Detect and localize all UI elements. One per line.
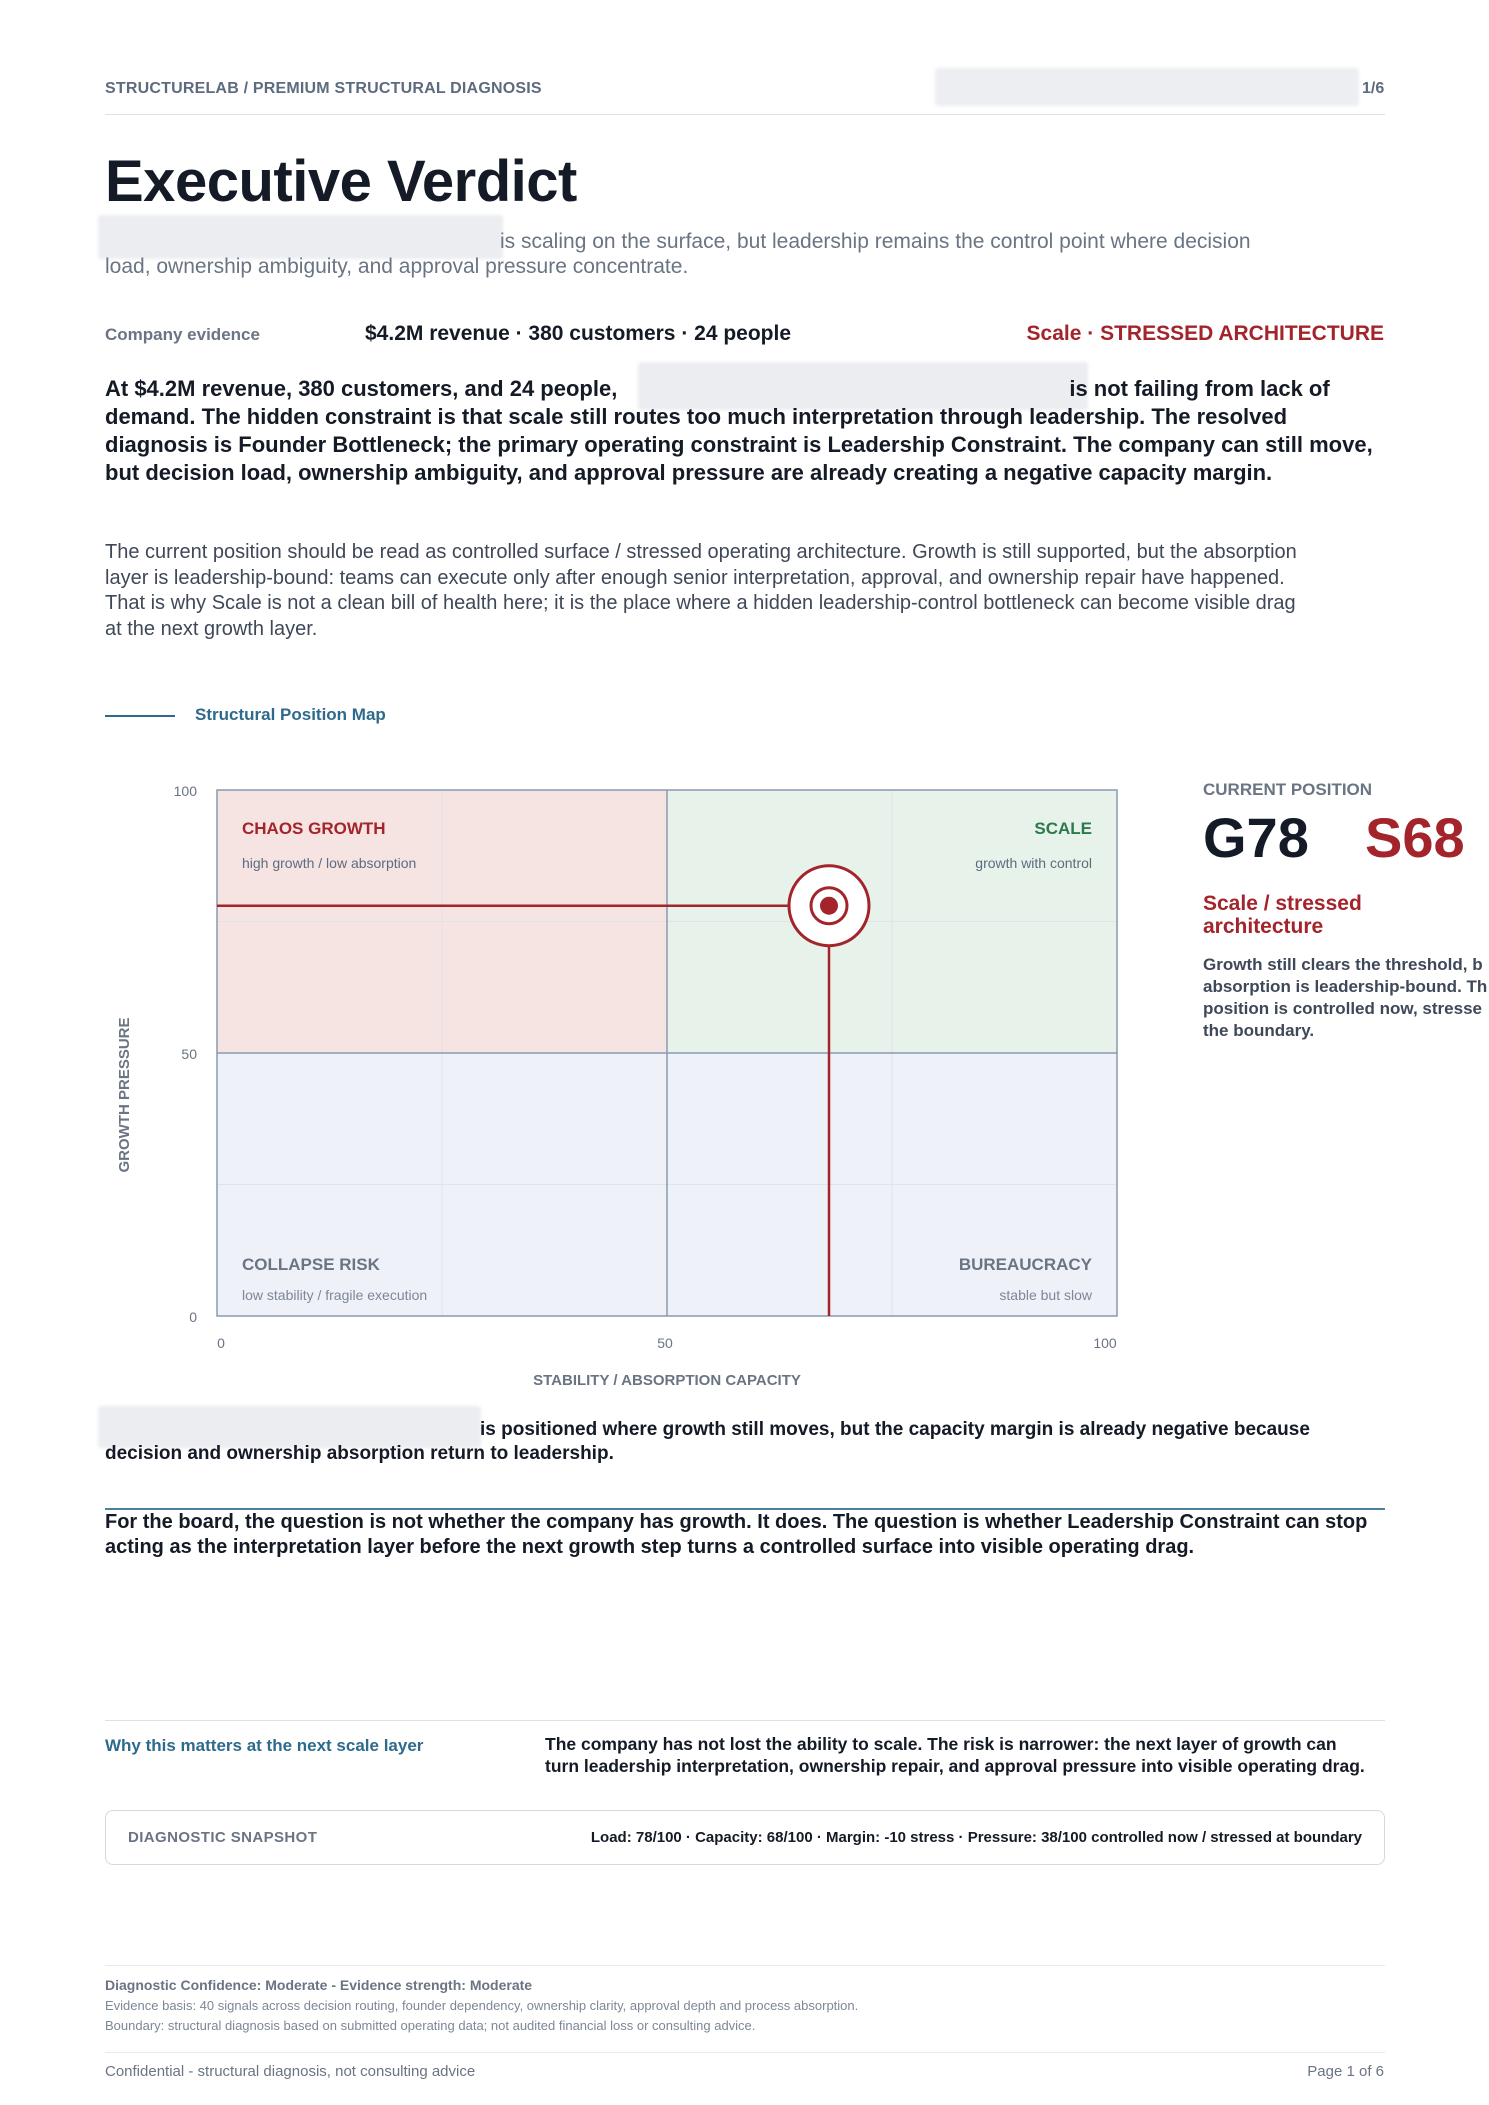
position-description-line: absorption is leadership-bound. Th bbox=[1203, 977, 1488, 996]
subtitle-text: is scaling on the surface, but leadership remains the control point where decision load, ownership ambiguity, and approval pressure concentrate. bbox=[105, 230, 1251, 278]
quadrant-label-scale: SCALE bbox=[1034, 819, 1092, 838]
position-marker-dot bbox=[820, 897, 838, 915]
quadrant-sublabel-scale: growth with control bbox=[975, 855, 1092, 871]
section-title: Structural Position Map bbox=[195, 705, 386, 724]
position-note bbox=[105, 1418, 1385, 1466]
redacted-company-name bbox=[935, 68, 1359, 106]
evidence-label: Company evidence bbox=[105, 325, 260, 344]
evidence-value: $4.2M revenue · 380 customers · 24 people bbox=[365, 322, 792, 345]
x-tick-label: 0 bbox=[217, 1335, 225, 1351]
position-description-line: Growth still clears the threshold, b bbox=[1203, 955, 1483, 974]
header-divider bbox=[105, 114, 1385, 115]
quadrant-label-chaos-growth: CHAOS GROWTH bbox=[242, 819, 386, 838]
section-accent-rule bbox=[105, 715, 175, 717]
scale-status: Scale · STRESSED ARCHITECTURE bbox=[1026, 322, 1384, 345]
position-description-line: the boundary. bbox=[1203, 1021, 1315, 1040]
diagnostic-snapshot bbox=[105, 1810, 1385, 1865]
footer-confidential: Confidential - structural diagnosis, not consulting advice bbox=[105, 2063, 476, 2080]
y-tick-label: 50 bbox=[181, 1046, 197, 1062]
snapshot-label: DIAGNOSTIC SNAPSHOT bbox=[128, 1829, 318, 1846]
y-tick-label: 100 bbox=[173, 783, 197, 799]
x-tick-label: 100 bbox=[1093, 1335, 1117, 1351]
why-label: Why this matters at the next scale layer bbox=[105, 1736, 424, 1755]
diagnosis-boundary: Boundary: structural diagnosis based on submitted operating data; not audited financial loss or consulting advice. bbox=[105, 2018, 756, 2033]
body-paragraph: The current position should be read as controlled surface / stressed operating architecture. Growth is still supported, but the absorption layer is leadership-bound: teams can execute only after enough senior interpretation, approval, and ownership repair have happened. That is why Scale is not a clean bill of health here; it is the place where a hidden leadership-control bottleneck can become visible drag at the next growth layer. bbox=[105, 541, 1297, 640]
confidence-divider bbox=[105, 1965, 1385, 1966]
snapshot-value: Load: 78/100 · Capacity: 68/100 · Margin: -10 stress · Pressure: 38/100 controlled now / stressed at boundary bbox=[590, 1829, 1362, 1846]
position-description-line: position is controlled now, stresse bbox=[1203, 999, 1482, 1018]
x-axis-label: STABILITY / ABSORPTION CAPACITY bbox=[533, 1372, 801, 1389]
quadrant-sublabel-chaos-growth: high growth / low absorption bbox=[242, 855, 417, 871]
quadrant-sublabel-collapse-risk: low stability / fragile execution bbox=[242, 1287, 428, 1303]
position-description bbox=[1203, 954, 1489, 1046]
board-statement: For the board, the question is not whether the company has growth. It does. The question is whether Leadership Constraint can stop acting as the interpretation layer before the next growth step turns a controlled surface into visible operating drag. bbox=[105, 1511, 1368, 1558]
why-divider bbox=[105, 1720, 1385, 1721]
evidence-basis: Evidence basis: 40 signals across decision routing, founder dependency, ownership clarity, approval depth and process absorption. bbox=[105, 1998, 859, 2013]
x-tick-label: 50 bbox=[657, 1335, 673, 1351]
growth-score: G78 bbox=[1203, 806, 1309, 869]
footer-divider bbox=[105, 2052, 1385, 2053]
page-subtitle bbox=[105, 229, 1285, 279]
lead-paragraph bbox=[105, 375, 1385, 487]
why-text: The company has not lost the ability to scale. The risk is narrower: the next layer of growth can turn leadership interpretation, ownership repair, and approval pressure into visible operating drag. bbox=[545, 1734, 1365, 1776]
report-header-brand: STRUCTURELAB / PREMIUM STRUCTURAL DIAGNOSIS bbox=[105, 80, 542, 97]
page-indicator: 1/6 bbox=[1362, 80, 1385, 97]
lead-part-1: At $4.2M revenue, 380 customers, and 24 people, bbox=[105, 376, 618, 401]
quadrant-sublabel-bureaucracy: stable but slow bbox=[999, 1287, 1092, 1303]
current-position-label: CURRENT POSITION bbox=[1203, 780, 1373, 799]
structural-position-chart bbox=[105, 760, 1185, 1400]
confidence-title: Diagnostic Confidence: Moderate - Evidence strength: Moderate bbox=[105, 1977, 533, 1993]
position-note-text: is positioned where growth still moves, but the capacity margin is already negative because decision and ownership absorption return to leadership. bbox=[105, 1419, 1310, 1464]
lead-part-2: is not failing from lack of demand. The hidden constraint is that scale still routes too much interpretation through leadership. The resolved diagnosis is Founder Bottleneck; the primary operating constraint is Leadership Constraint. The company can still move, but decision load, ownership ambiguity, and approval pressure are already creating a negative capacity margin. bbox=[105, 376, 1373, 485]
y-tick-label: 0 bbox=[189, 1309, 197, 1325]
position-scale-label: Scale / stressed architecture bbox=[1203, 892, 1362, 938]
y-axis-label: GROWTH PRESSURE bbox=[116, 1017, 133, 1173]
quadrant-label-bureaucracy: BUREAUCRACY bbox=[958, 1255, 1092, 1274]
page-title: Executive Verdict bbox=[105, 149, 577, 214]
footer-page-number: Page 1 of 6 bbox=[1307, 2063, 1384, 2080]
quadrant-label-collapse-risk: COLLAPSE RISK bbox=[242, 1255, 380, 1274]
stability-score: S68 bbox=[1365, 806, 1465, 869]
